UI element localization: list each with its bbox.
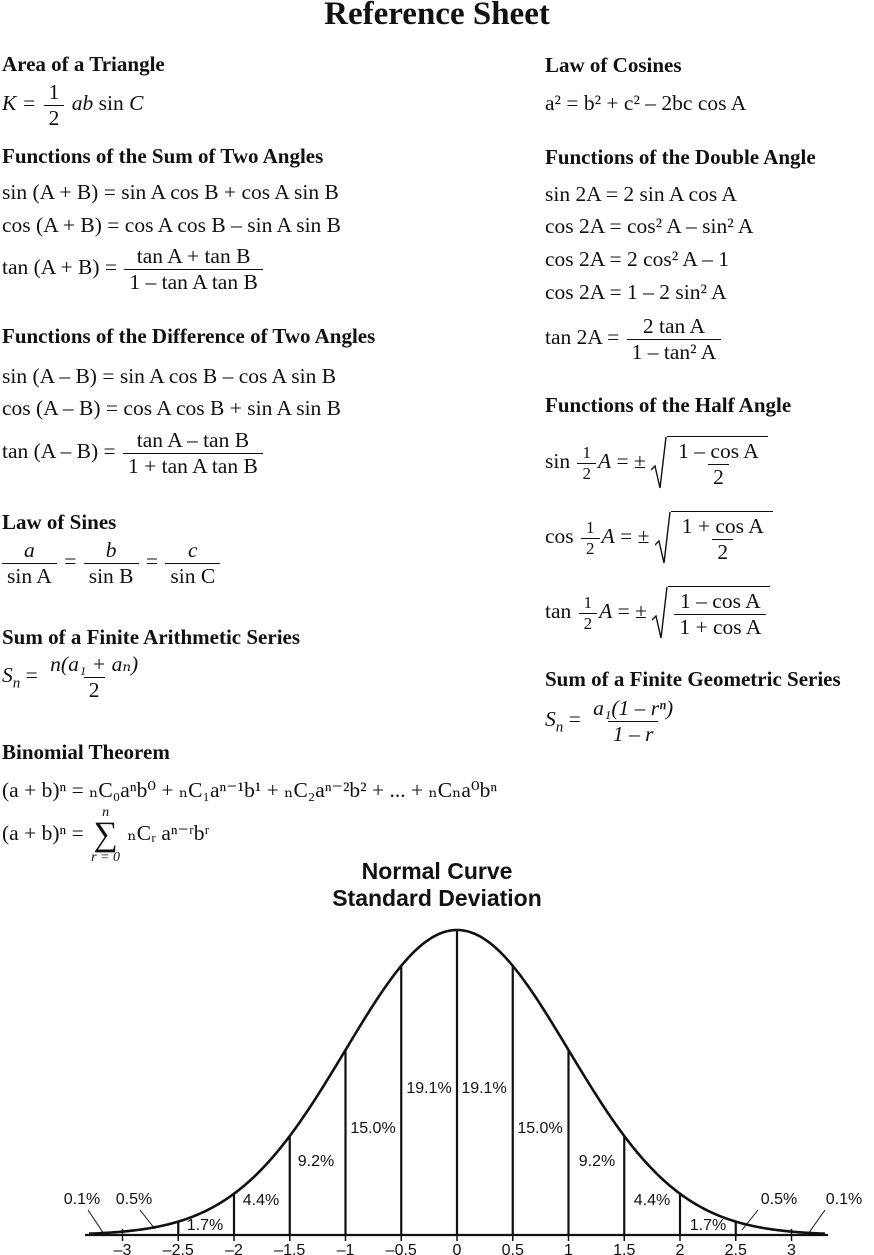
- heading-binomial: Binomial Theorem: [2, 740, 170, 764]
- formula-law-sines: $\frac{a}{\text{sin A}}$ = $\frac{b}{\text{sin B}}$ = $\frac{c}{\text{sin C}}$: [0, 538, 222, 588]
- x-tick-label: 1: [564, 1242, 573, 1255]
- formula-law-cosines: a² = b² + c² – 2bc cos A: [545, 91, 747, 115]
- formula-tan-half: tan $\frac{1}{2}$ A = ± $\frac{\text{1 – cos A}}{\text{1 + cos A}}$: [545, 586, 770, 640]
- heading-arith-series: Sum of a Finite Arithmetic Series: [2, 625, 301, 649]
- region-label: 15.0%: [350, 1120, 396, 1137]
- region-label: 4.4%: [242, 1192, 280, 1209]
- heading-half-angle: Functions of the Half Angle: [545, 393, 792, 417]
- formula-cos-2a-3: cos 2A = 1 – 2 sin² A: [545, 280, 727, 304]
- region-label: 19.1%: [406, 1080, 452, 1097]
- leader-line: [140, 1210, 155, 1229]
- chart-title: Normal Curve: [361, 858, 513, 884]
- formula-cos-sum: cos (A + B) = cos A cos B – sin A sin B: [2, 213, 342, 237]
- chart-subtitle: Standard Deviation: [332, 885, 542, 911]
- heading-double-angle: Functions of the Double Angle: [545, 145, 816, 169]
- region-label: 0.5%: [115, 1191, 153, 1208]
- region-label: 4.4%: [633, 1192, 671, 1209]
- formula-sin-half: sin $\frac{1}{2}$ A = ± $\frac{\text{1 – cos A}}{2}$: [545, 436, 768, 490]
- heading-geom-series: Sum of a Finite Geometric Series: [545, 667, 841, 691]
- formula-geom-series: $S_n$ = $\frac{\text{a₁(1 – rⁿ)}}{1 - r}$: [545, 696, 674, 746]
- formula-sin-2a: sin 2A = 2 sin A cos A: [545, 182, 737, 206]
- region-label: 15.0%: [517, 1120, 563, 1137]
- region-label: 9.2%: [578, 1153, 616, 1170]
- heading-law-sines: Law of Sines: [2, 510, 117, 534]
- formula-binomial-sigma: (a + b)ⁿ = n ∑ r = 0 ₙCᵣ aⁿ⁻ʳbʳ: [2, 805, 210, 865]
- region-label: 1.7%: [689, 1217, 727, 1234]
- formula-cos-2a-1: cos 2A = cos² A – sin² A: [545, 214, 754, 238]
- formula-arith-series: $S_n$ = $\frac{\text{n(a₁ + aₙ)}}{2}$: [2, 652, 139, 702]
- x-tick-label: –0.5: [385, 1242, 417, 1255]
- x-tick-label: –3: [113, 1242, 132, 1255]
- heading-area-triangle: Area of a Triangle: [2, 52, 165, 76]
- region-label: 0.1%: [63, 1191, 101, 1208]
- x-tick-label: –2: [225, 1242, 243, 1255]
- formula-tan-sum: tan (A + B) = $\frac{\text{tan A + tan B}}{\text{1 – tan A tan B}}$: [2, 244, 265, 294]
- formula-binomial-expanded: (a + b)ⁿ = ₙC₀aⁿb⁰ + ₙC₁aⁿ⁻¹b¹ + ₙC₂aⁿ⁻²b² + ... + ₙCₙa⁰bⁿ: [2, 778, 498, 802]
- page-title: Reference Sheet: [324, 0, 550, 32]
- x-tick-label: –1: [336, 1242, 355, 1255]
- x-tick-label: 0: [452, 1242, 462, 1255]
- formula-cos-2a-2: cos 2A = 2 cos² A – 1: [545, 247, 730, 271]
- formula-area-triangle: K = $\frac{1}{2}$ ab sin C: [2, 80, 144, 130]
- formula-sin-sum: sin (A + B) = sin A cos B + cos A sin B: [2, 180, 339, 204]
- x-tick-label: 3: [787, 1242, 796, 1255]
- heading-law-cosines: Law of Cosines: [545, 53, 682, 77]
- heading-diff-angles: Functions of the Difference of Two Angles: [2, 324, 376, 348]
- normal-curve-chart: [0, 850, 874, 1255]
- leader-line: [88, 1210, 104, 1234]
- heading-sum-angles: Functions of the Sum of Two Angles: [2, 144, 324, 168]
- x-tick-label: 1.5: [613, 1242, 636, 1255]
- formula-tan-diff: tan (A – B) = $\frac{\text{tan A – tan B}}{\text{1 + tan A tan B}}$: [2, 428, 265, 478]
- region-label: 0.5%: [760, 1191, 798, 1208]
- region-label: 9.2%: [297, 1153, 335, 1170]
- region-label: 1.7%: [186, 1217, 224, 1234]
- region-label: 19.1%: [461, 1080, 507, 1097]
- formula-sin-diff: sin (A – B) = sin A cos B – cos A sin B: [2, 364, 337, 388]
- x-tick-label: 2: [675, 1242, 685, 1255]
- region-label: 0.1%: [825, 1191, 863, 1208]
- x-tick-label: –2.5: [162, 1242, 194, 1255]
- x-tick-label: –1.5: [274, 1242, 306, 1255]
- leader-line: [808, 1210, 825, 1234]
- x-tick-label: 2.5: [724, 1242, 747, 1255]
- formula-cos-half: cos $\frac{1}{2}$ A = ± $\frac{\text{1 + cos A}}{2}$: [545, 511, 773, 565]
- formula-cos-diff: cos (A – B) = cos A cos B + sin A sin B: [2, 396, 342, 420]
- formula-tan-2a: tan 2A = $\frac{\text{2 tan A}}{\text{1 – tan² A}}$: [545, 314, 723, 364]
- x-tick-label: 0.5: [501, 1242, 524, 1255]
